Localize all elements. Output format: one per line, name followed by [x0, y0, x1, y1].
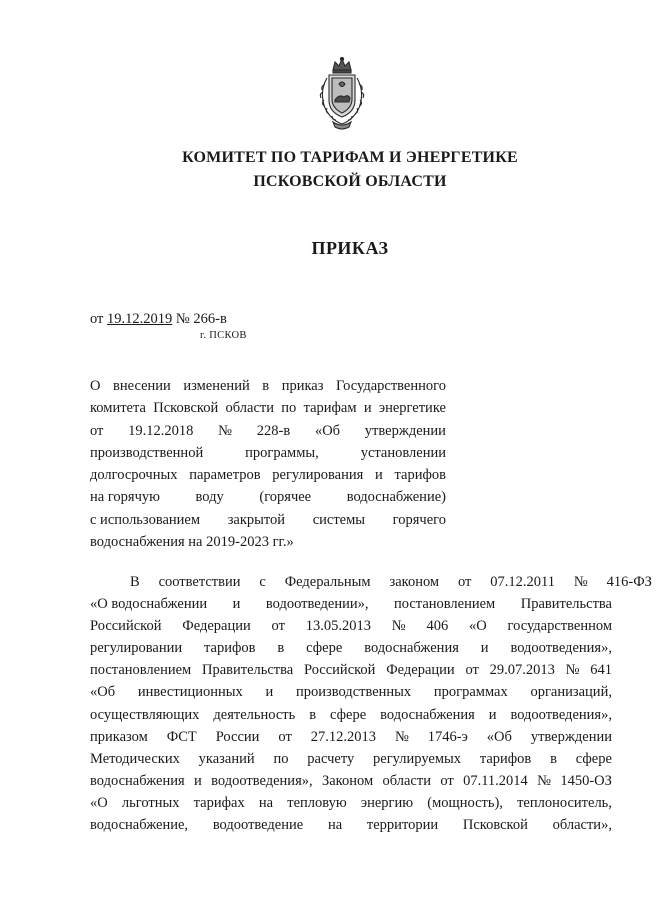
- number-sign: №: [175, 311, 190, 327]
- word: приказом: [90, 728, 148, 745]
- word: Российской: [303, 662, 376, 679]
- subject-line: [90, 420, 446, 442]
- word: и: [265, 684, 274, 701]
- word: «О водоснабжении: [90, 596, 208, 613]
- body-line: [90, 704, 612, 726]
- word: и: [488, 706, 497, 723]
- word: №: [391, 618, 406, 635]
- word: водоснабжение): [346, 489, 446, 506]
- order-subject: [90, 375, 446, 553]
- word: 07.12.2011: [490, 574, 556, 590]
- body-line: [90, 593, 612, 615]
- word: области: [382, 772, 431, 789]
- subject-line: [90, 464, 446, 486]
- word: 19.12.2018: [128, 422, 194, 439]
- word: Псковской: [153, 400, 219, 417]
- body-line: [90, 726, 612, 748]
- word: программы,: [245, 444, 319, 461]
- word: производственных: [295, 684, 412, 701]
- word: от: [465, 662, 479, 679]
- word: 416-ФЗ: [606, 574, 652, 590]
- city-name: г. ПСКОВ: [200, 330, 247, 341]
- word: водоснабжение,: [90, 817, 189, 834]
- word: В: [130, 574, 140, 590]
- word: сфере: [306, 640, 343, 657]
- subject-line: [90, 375, 446, 397]
- word: водоснабжения на 2019-2023 гг.»: [90, 534, 294, 551]
- word: (горячее: [259, 489, 312, 506]
- body-line: [90, 659, 612, 681]
- order-body-paragraph: [90, 571, 652, 836]
- word: №: [565, 662, 580, 679]
- word: системы: [312, 511, 366, 528]
- word: 27.12.2013: [310, 728, 376, 745]
- word: «Об: [314, 422, 341, 439]
- document-title: ПРИКАЗ: [311, 238, 389, 258]
- word: от: [458, 574, 472, 590]
- word: Законом: [321, 772, 374, 789]
- word: Правительства: [520, 596, 612, 613]
- word: тарифов: [479, 750, 532, 767]
- body-line: [90, 615, 612, 637]
- word: и: [480, 640, 489, 657]
- word: энергию: [360, 794, 414, 811]
- word: «О: [468, 618, 487, 635]
- word: Федерации: [386, 662, 455, 679]
- word: регулируемых: [373, 750, 462, 767]
- word: области»,: [552, 817, 612, 834]
- word: 406: [426, 618, 449, 635]
- word: в: [262, 378, 270, 394]
- word: теплоноситель,: [517, 794, 612, 811]
- word: указаний: [198, 750, 255, 767]
- word: тарифов: [204, 640, 256, 657]
- word: от: [278, 728, 292, 745]
- organization-name-line2: ПСКОВСКОЙ ОБЛАСТИ: [253, 173, 447, 190]
- word: 641: [590, 662, 612, 679]
- word: О: [90, 378, 101, 394]
- word: законом: [389, 574, 440, 590]
- word: от: [90, 422, 104, 439]
- word: «Об: [90, 684, 116, 701]
- document-date: 19.12.2019: [107, 311, 173, 327]
- word: льготных: [121, 794, 180, 811]
- word: организаций,: [530, 684, 612, 701]
- subject-line: [90, 397, 446, 419]
- word: Псковской: [462, 817, 528, 834]
- word: водоснабжения: [90, 772, 185, 789]
- word: ФСТ: [166, 728, 197, 745]
- word: закрытой: [227, 511, 286, 528]
- word: №: [573, 574, 588, 590]
- body-line: [90, 681, 612, 703]
- word: сфере: [330, 706, 367, 723]
- document-number: 266-в: [193, 311, 227, 327]
- word: в: [550, 750, 557, 767]
- word: водоотведения»,: [510, 706, 612, 723]
- word: территории: [366, 817, 439, 834]
- word: 228-в: [256, 422, 291, 439]
- word: расчету: [307, 750, 355, 767]
- word: Государственного: [336, 378, 446, 394]
- word: тепловую: [287, 794, 347, 811]
- subject-line: [90, 531, 446, 553]
- body-line: [90, 792, 612, 814]
- word: «О: [90, 794, 108, 811]
- word: тарифах: [193, 794, 245, 811]
- word: водоотведение: [212, 817, 304, 834]
- word: постановлением: [90, 662, 192, 679]
- word: постановлением: [394, 596, 496, 613]
- word: тарифов: [394, 467, 446, 484]
- word: программах: [433, 684, 508, 701]
- word: 1746-э: [427, 728, 468, 745]
- word: водоотведения»,: [510, 640, 612, 657]
- word: энергетике: [378, 400, 446, 417]
- word: (мощность),: [427, 794, 503, 811]
- word: Методических: [90, 750, 180, 767]
- word: №: [537, 772, 551, 789]
- word: на горячую: [90, 489, 160, 506]
- word: на: [258, 794, 274, 811]
- word: от: [271, 618, 285, 635]
- word: с использованием: [90, 511, 201, 528]
- organization-name-line1: КОМИТЕТ ПО ТАРИФАМ И ЭНЕРГЕТИКЕ: [182, 149, 518, 166]
- word: и: [194, 772, 202, 789]
- body-line: [90, 748, 612, 770]
- word: №: [218, 422, 232, 439]
- word: водоснабжения: [364, 640, 459, 657]
- word: №: [394, 728, 409, 745]
- word: приказ: [281, 378, 324, 394]
- word: регулирования: [272, 467, 364, 484]
- pskov-coat-of-arms-icon: [313, 56, 371, 132]
- body-line: [90, 637, 612, 659]
- word: государственном: [507, 618, 612, 635]
- subject-line: [90, 442, 446, 464]
- word: по: [273, 750, 289, 767]
- word: тарифам: [303, 400, 357, 417]
- word: и: [363, 400, 372, 417]
- word: в: [309, 706, 317, 723]
- word: утверждении: [364, 422, 446, 439]
- word: сфере: [575, 750, 612, 767]
- word: параметров: [189, 467, 261, 484]
- word: 13.05.2013: [305, 618, 371, 635]
- word: водоотведении»,: [265, 596, 369, 613]
- body-line: [90, 770, 612, 792]
- word: утверждении: [530, 728, 612, 745]
- word: в: [277, 640, 285, 657]
- word: 1450-ОЗ: [560, 772, 612, 789]
- body-line: [90, 571, 652, 593]
- word: на: [327, 817, 343, 834]
- word: 29.07.2013: [489, 662, 555, 679]
- word: комитета: [90, 400, 146, 417]
- word: Правительства: [201, 662, 294, 679]
- word: производственной: [90, 444, 204, 461]
- word: долгосрочных: [90, 467, 178, 484]
- word: внесении: [113, 378, 171, 394]
- word: воду: [195, 489, 224, 506]
- subject-line: [90, 509, 446, 531]
- word: 07.11.2014: [463, 772, 528, 789]
- word: Федеральным: [284, 574, 371, 590]
- word: с: [259, 574, 266, 590]
- word: изменений: [183, 378, 250, 394]
- word: и: [375, 467, 383, 484]
- word: деятельность: [213, 706, 296, 723]
- subject-line: [90, 486, 446, 508]
- word: горячего: [392, 511, 446, 528]
- word: Российской: [90, 618, 162, 635]
- word: осуществляющих: [90, 706, 200, 723]
- word: Федерации: [182, 618, 251, 635]
- word: и: [232, 596, 241, 613]
- word: от: [440, 772, 454, 789]
- word: «Об: [486, 728, 512, 745]
- word: инвестиционных: [137, 684, 243, 701]
- word: водоснабжения: [380, 706, 475, 723]
- word: соответствии: [158, 574, 241, 590]
- word: России: [215, 728, 260, 745]
- date-prefix: от: [90, 311, 104, 327]
- body-line: [90, 814, 612, 836]
- word: регулировании: [90, 640, 183, 657]
- word: по: [281, 400, 297, 417]
- date-number-line: [90, 311, 227, 328]
- word: области: [225, 400, 274, 417]
- word: водоотведения»,: [211, 772, 313, 789]
- word: установлении: [360, 444, 446, 461]
